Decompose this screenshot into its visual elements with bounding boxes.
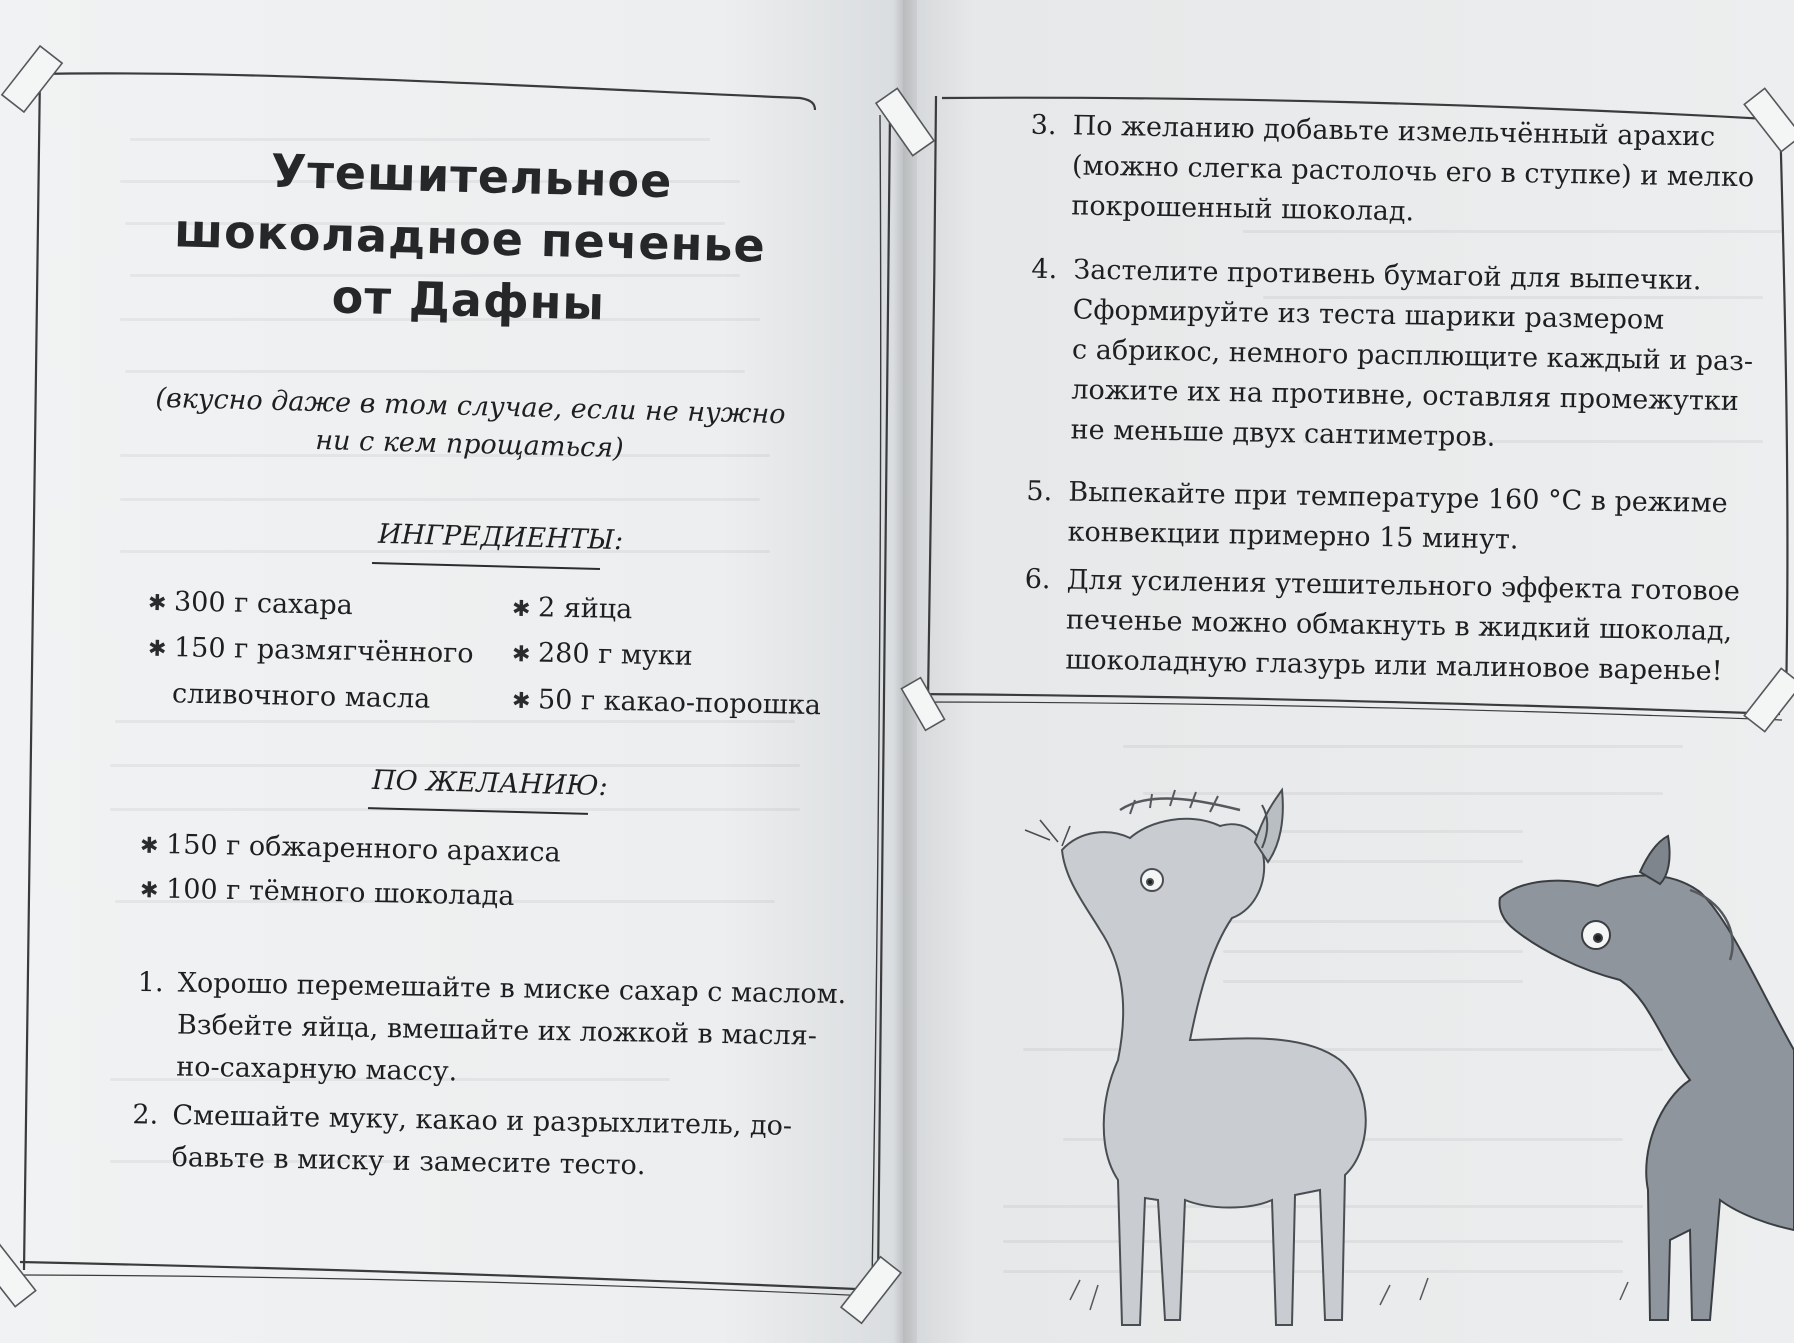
- ingredient-text: 50 г какао-порошка: [537, 684, 822, 722]
- asterisk-bullet-icon: ✱: [147, 636, 167, 662]
- ingredients-heading: ИНГРЕДИЕНТЫ:: [377, 518, 624, 557]
- step-line: Взбейте яйца, вмешайте их ложкой в масля-: [176, 1009, 818, 1052]
- subtitle-line: (вкусно даже в том случае, если не нужно: [155, 382, 786, 431]
- step-line: Хорошо перемешайте в миске сахар с маслом.: [177, 967, 847, 1011]
- subtitle-line: ни с кем прощаться): [314, 424, 625, 465]
- asterisk-bullet-icon: ✱: [147, 590, 167, 617]
- dark-llama: [1500, 836, 1794, 1320]
- asterisk-bullet-icon: ✱: [139, 833, 159, 859]
- step-number: 5.: [1026, 475, 1053, 508]
- ingredient-text: 280 г муки: [537, 637, 693, 672]
- step-line: Выпекайте при температуре 160 °С в режиме: [1068, 476, 1728, 520]
- title-line: шоколадное печенье: [173, 203, 767, 273]
- ingredient-text: сливочного масла: [171, 678, 431, 715]
- ingredient-text: 300 г сахара: [173, 586, 354, 622]
- optional-text: 150 г обжаренного арахиса: [165, 829, 562, 869]
- step-number: 1.: [137, 966, 164, 999]
- step-line: но-сахарную массу.: [176, 1051, 458, 1088]
- step-line: покрошенный шоколад.: [1071, 190, 1415, 228]
- title-line: Утешительное: [270, 143, 674, 209]
- light-llama: [1025, 790, 1366, 1325]
- step-line: шоколадную глазурь или малиновое варенье!: [1065, 644, 1723, 687]
- asterisk-bullet-icon: ✱: [511, 688, 531, 715]
- asterisk-bullet-icon: ✱: [511, 642, 531, 668]
- step-line: Для усиления утешительного эффекта готовое: [1066, 564, 1741, 608]
- title-line: от Дафны: [331, 269, 606, 331]
- step-number: 4.: [1031, 253, 1058, 286]
- step-number: 6.: [1024, 563, 1051, 596]
- ingredient-text: 150 г размягчённого: [173, 632, 474, 670]
- step-line: Застелите противень бумагой для выпечки.: [1073, 254, 1702, 297]
- step-line: Сформируйте из теста шарики размером: [1072, 294, 1665, 336]
- step-line: Смешайте муку, какао и разрыхлитель, до-: [172, 1099, 793, 1142]
- optional-heading: ПО ЖЕЛАНИЮ:: [371, 764, 609, 803]
- step-line: бавьте в миску и замесите тесто.: [171, 1141, 646, 1182]
- step-number: 3.: [1030, 109, 1057, 142]
- step-line: конвекции примерно 15 минут.: [1067, 516, 1519, 556]
- step-line: печенье можно обмакнуть в жидкий шоколад,: [1065, 604, 1733, 648]
- step-line: с абрикос, немного расплющите каждый и раз-: [1071, 334, 1754, 378]
- asterisk-bullet-icon: ✱: [511, 596, 531, 623]
- step-line: По желанию добавьте измельчённый арахис: [1072, 110, 1716, 153]
- asterisk-bullet-icon: ✱: [139, 878, 159, 904]
- optional-text: 100 г тёмного шоколада: [165, 873, 515, 912]
- step-number: 2.: [132, 1099, 159, 1131]
- step-line: не меньше двух сантиметров.: [1070, 414, 1496, 453]
- ingredient-text: 2 яйца: [537, 592, 633, 626]
- step-line: ложите их на противне, оставляя промежутки: [1071, 374, 1740, 418]
- grass-scribbles: [1070, 1278, 1628, 1310]
- step-line: (можно слегка растолочь его в ступке) и мелко: [1071, 150, 1755, 194]
